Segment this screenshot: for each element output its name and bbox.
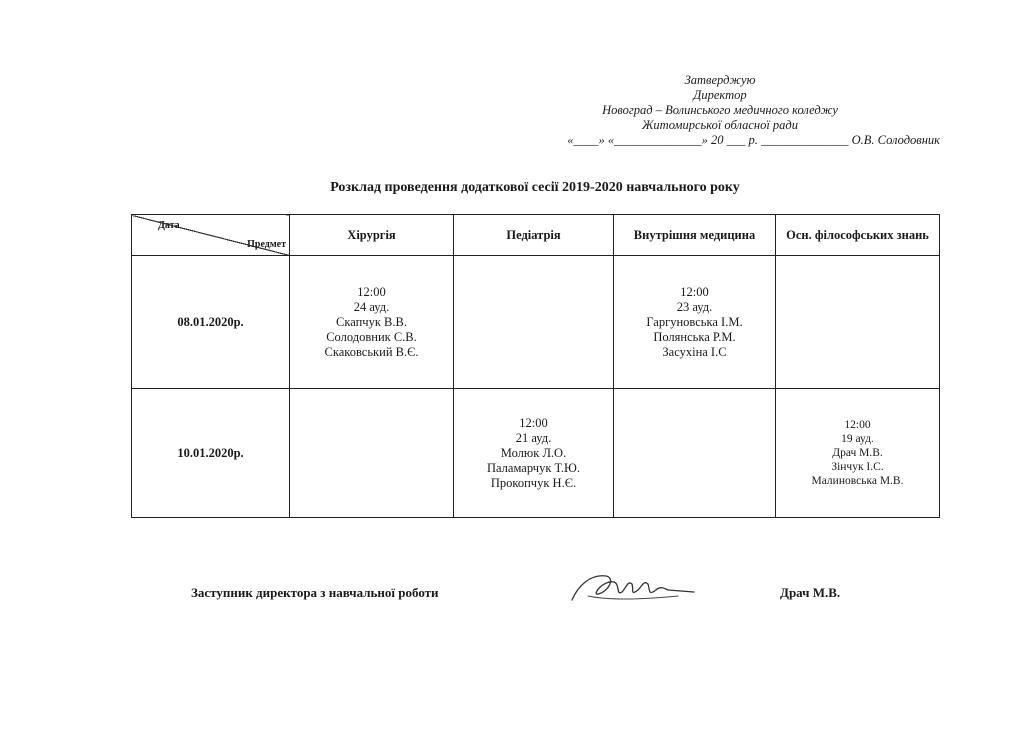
schedule-cell-empty bbox=[776, 256, 940, 389]
schedule-cell bbox=[454, 389, 614, 518]
header-row bbox=[132, 215, 940, 256]
schedule-cell bbox=[290, 256, 454, 389]
header-surgery: Хірургія bbox=[290, 215, 454, 256]
cell-teacher: Зінчук І.С. bbox=[831, 461, 884, 473]
cell-time: 12:00 bbox=[680, 284, 709, 299]
cell-teacher: Малиновська М.В. bbox=[811, 475, 904, 487]
cell-teacher: Скаковський В.Є. bbox=[324, 344, 419, 359]
corner-date-label: Дата bbox=[158, 220, 180, 231]
schedule-cell bbox=[614, 256, 776, 389]
header-pediatrics: Педіатрія bbox=[454, 215, 614, 256]
signatory-position: Заступник директора з навчальної роботи bbox=[191, 585, 439, 600]
cell-room: 23 ауд. bbox=[676, 299, 713, 314]
schedule-cell-empty bbox=[290, 389, 454, 518]
table-row bbox=[132, 256, 940, 389]
cell-teacher: Драч М.В. bbox=[832, 447, 883, 459]
approval-line-4: Житомирської обласної ради bbox=[641, 118, 799, 132]
approval-block bbox=[500, 73, 940, 148]
signatory-name: Драч М.В. bbox=[780, 585, 841, 600]
corner-subject-label: Предмет bbox=[247, 239, 286, 250]
cell-time: 12:00 bbox=[357, 284, 386, 299]
schedule-cell bbox=[776, 389, 940, 518]
cell-room: 21 ауд. bbox=[515, 430, 552, 445]
cell-teacher: Солодовник С.В. bbox=[326, 329, 417, 344]
cell-teacher: Скапчук В.В. bbox=[336, 314, 407, 329]
cell-teacher: Засухіна І.С bbox=[662, 344, 727, 359]
approval-line-2: Директор bbox=[693, 88, 747, 102]
table-row bbox=[132, 389, 940, 518]
cell-room: 19 ауд. bbox=[841, 433, 874, 445]
header-internal-medicine: Внутрішня медицина bbox=[614, 215, 776, 256]
cell-time: 12:00 bbox=[844, 419, 871, 431]
cell-teacher: Гаргуновська І.М. bbox=[646, 314, 743, 329]
cell-time: 12:00 bbox=[519, 415, 548, 430]
cell-teacher: Паламарчук Т.Ю. bbox=[487, 460, 580, 475]
approval-sign-line: «____» «______________» 20 ___ р. ______________ О.В. Солодовник bbox=[567, 133, 940, 147]
date-cell: 08.01.2020р. bbox=[132, 256, 290, 389]
schedule-cell-empty bbox=[614, 389, 776, 518]
cell-room: 24 ауд. bbox=[353, 299, 390, 314]
approval-line-3: Новоград – Волинського медичного коледжу bbox=[602, 103, 838, 117]
cell-teacher: Прокопчук Н.Є. bbox=[490, 475, 577, 490]
header-philosophy: Осн. філософських знань bbox=[776, 215, 940, 256]
handwritten-signature bbox=[568, 566, 698, 612]
approval-line-1: Затверджую bbox=[684, 73, 756, 87]
schedule-cell-empty bbox=[454, 256, 614, 389]
document-title: Розклад проведення додаткової сесії 2019-2020 навчального року bbox=[330, 180, 740, 195]
schedule-table bbox=[131, 214, 940, 518]
cell-teacher: Молюк Л.О. bbox=[500, 445, 567, 460]
date-cell: 10.01.2020р. bbox=[132, 389, 290, 518]
cell-teacher: Полянська Р.М. bbox=[653, 329, 736, 344]
corner-cell bbox=[132, 215, 290, 256]
